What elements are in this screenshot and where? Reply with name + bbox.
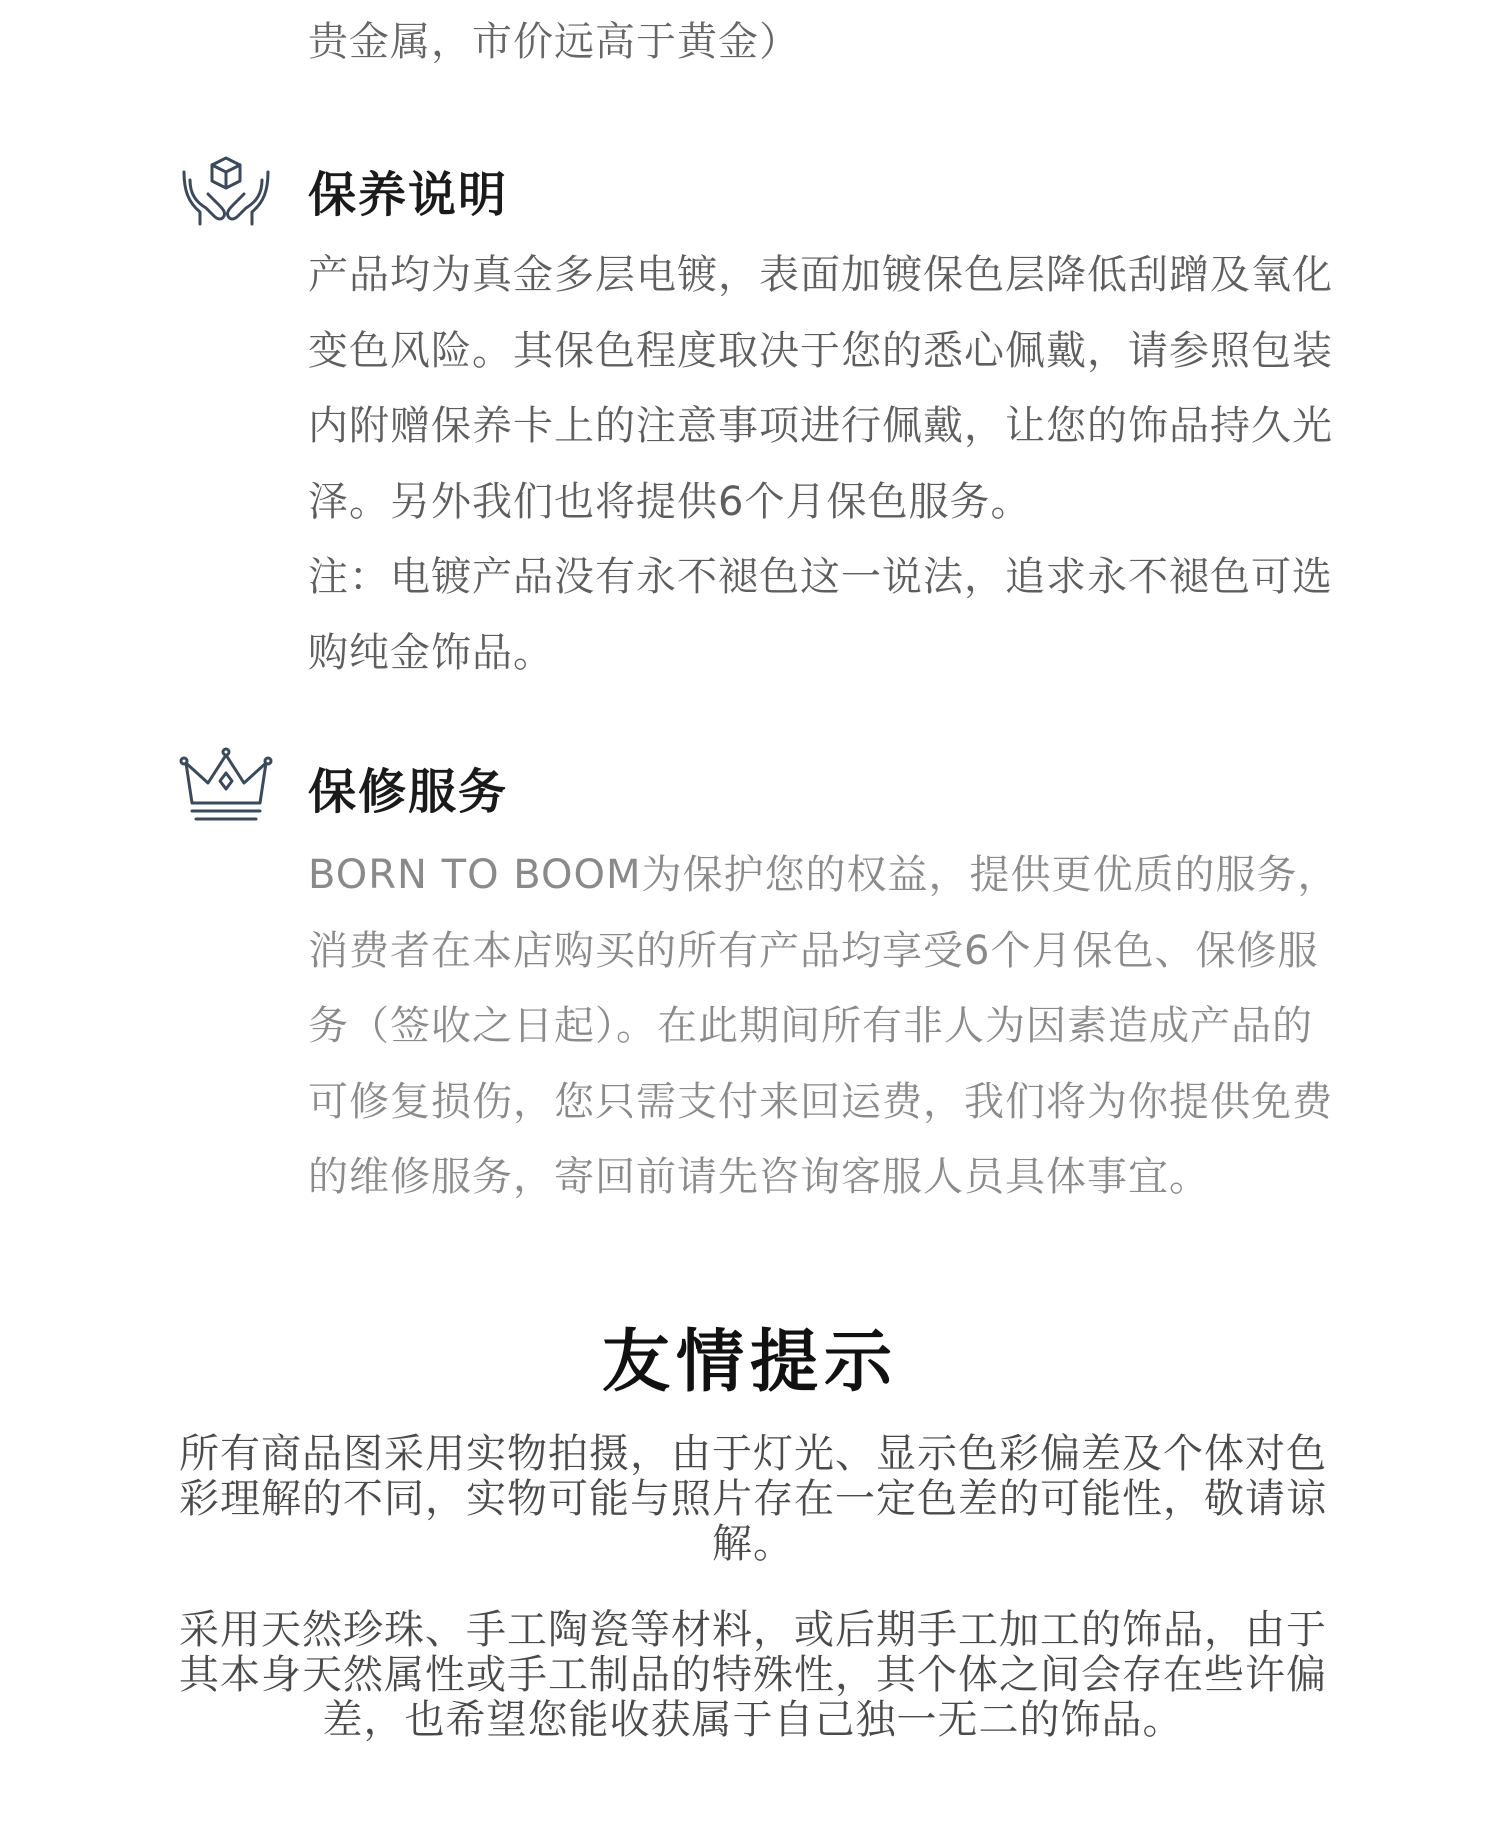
- warranty-paragraph: BORN TO BOOM为保护您的权益，提供更优质的服务，消费者在本店购买的所有产品均享受6个月保色、保修服务（签收之日起）。在此期间所有非人为因素造成产品的可修复损伤，您只需支付来回运费，我们将为你提供免费的维修服务，寄回前请先咨询客服人员具体事宜。: [308, 852, 1339, 1200]
- hands-box-icon: [178, 150, 274, 230]
- care-section-title: 保养说明: [308, 167, 509, 223]
- care-note: 注：电镀产品没有永不褪色这一说法，追求永不褪色可选购纯金饰品。: [308, 554, 1333, 676]
- friendly-tips-title: 友情提示: [601, 1323, 898, 1402]
- warranty-section-title: 保修服务: [308, 764, 509, 820]
- warranty-section-body: [308, 838, 1348, 1216]
- previous-section-fragment: 贵金属，市价远高于黄金）: [308, 19, 800, 65]
- care-paragraph: 产品均为真金多层电镀，表面加镀保色层降低刮蹭及氧化变色风险。其保色程度取决于您的悉心佩戴，请参照包装内附赠保养卡上的注意事项进行佩戴，让您的饰品持久光泽。另外我们也将提供6个月保色服务。: [308, 252, 1333, 525]
- friendly-tips-paragraph-2: 采用天然珍珠、手工陶瓷等材料，或后期手工加工的饰品，由于其本身天然属性或手工制品的特殊性，其个体之间会存在些许偏差，也希望您能收获属于自己独一无二的饰品。: [179, 1607, 1327, 1743]
- crown-icon: [178, 745, 274, 825]
- care-section-body: [308, 238, 1348, 691]
- friendly-tips-paragraph-1: 所有商品图采用实物拍摄，由于灯光、显示色彩偏差及个体对色彩理解的不同，实物可能与照片存在一定色差的可能性，敬请谅解。: [179, 1431, 1327, 1567]
